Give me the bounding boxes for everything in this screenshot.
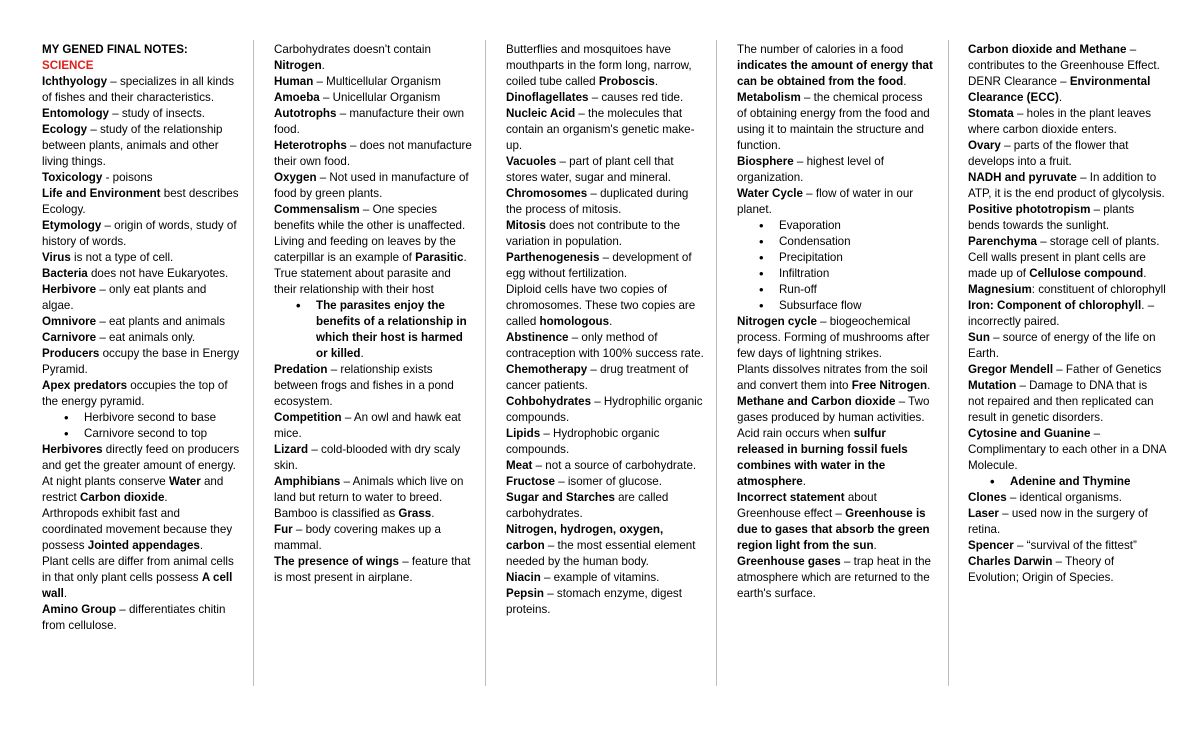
note-line: Fructose – isomer of glucose. bbox=[506, 475, 662, 488]
note-line: Ecology – study of the relationship between plants, animals and other living things. bbox=[42, 123, 223, 168]
note-line: Virus is not a type of cell. bbox=[42, 251, 174, 264]
note-line: Carnivore – eat animals only. bbox=[42, 331, 196, 344]
note-line: Methane and Carbon dioxide – Two gases produced by human activities. bbox=[737, 395, 930, 424]
note-line: Cell walls present in plant cells are made up of Cellulose compound. bbox=[968, 251, 1147, 280]
note-line: Parthenogenesis – development of egg without fertilization. bbox=[506, 251, 692, 280]
note-line: Fur – body covering makes up a mammal. bbox=[274, 523, 441, 552]
note-line: Heterotrophs – does not manufacture their own food. bbox=[274, 139, 472, 168]
note-line: Magnesium: constituent of chlorophyll bbox=[968, 283, 1166, 296]
list-item: • Run-off bbox=[737, 282, 935, 298]
note-line: Human – Multicellular Organism bbox=[274, 75, 441, 88]
note-line: Pepsin – stomach enzyme, digest proteins. bbox=[506, 587, 682, 616]
note-line: Water Cycle – flow of water in our planet. bbox=[737, 187, 914, 216]
note-line: Nucleic Acid – the molecules that contain an organism's genetic make-up. bbox=[506, 107, 695, 152]
list-item: • Herbivore second to base bbox=[42, 410, 240, 426]
section-heading: SCIENCE bbox=[42, 59, 94, 72]
note-line: Etymology – origin of words, study of history of words. bbox=[42, 219, 237, 248]
list-item: • Condensation bbox=[737, 234, 935, 250]
note-line: Amino Group – differentiates chitin from cellulose. bbox=[42, 603, 226, 632]
note-line: Commensalism – One species benefits while the other is unaffected. bbox=[274, 203, 466, 232]
note-line: Biosphere – highest level of organization. bbox=[737, 155, 884, 184]
note-line: Sun – source of energy of the life on Earth. bbox=[968, 331, 1156, 360]
note-line: Vacuoles – part of plant cell that stores water, sugar and mineral. bbox=[506, 155, 674, 184]
note-line: Spencer – “survival of the fittest” bbox=[968, 539, 1137, 552]
note-line: Iron: Component of chlorophyll. – incorrectly paired. bbox=[968, 299, 1155, 328]
note-line: Positive phototropism – plants bends towards the sunlight. bbox=[968, 203, 1135, 232]
note-line: Omnivore – eat plants and animals bbox=[42, 315, 226, 328]
list-item: • Carnivore second to top bbox=[42, 426, 240, 442]
note-line: Amoeba – Unicellular Organism bbox=[274, 91, 441, 104]
note-line: Diploid cells have two copies of chromosomes. These two copies are called homologous. bbox=[506, 283, 696, 328]
bullet-list bbox=[737, 218, 935, 314]
note-line: NADH and pyruvate – In addition to ATP, it is the end product of glycolysis. bbox=[968, 171, 1165, 200]
notes-column-2 bbox=[274, 42, 472, 586]
note-line: Metabolism – the chemical process of obtaining energy from the food and using it to maintain the structure and function. bbox=[737, 91, 930, 152]
note-line: Incorrect statement about Greenhouse effect – Greenhouse is due to gases that absorb the green region light from the sun. bbox=[737, 491, 930, 552]
note-line: Herbivore – only eat plants and algae. bbox=[42, 283, 207, 312]
bullet-list bbox=[42, 410, 240, 442]
note-line: Plants dissolves nitrates from the soil and convert them into Free Nitrogen. bbox=[737, 363, 931, 392]
note-line: Lipids – Hydrophobic organic compounds. bbox=[506, 427, 660, 456]
page-title: MY GENED FINAL NOTES: bbox=[42, 43, 188, 56]
note-line: Acid rain occurs when sulfur released in burning fossil fuels combines with water in the atmosphere. bbox=[737, 427, 908, 488]
note-line: Laser – used now in the surgery of retina. bbox=[968, 507, 1148, 536]
bullet-list bbox=[968, 474, 1166, 490]
note-line: Mutation – Damage to DNA that is not repaired and then replicated can result in genetic disorders. bbox=[968, 379, 1154, 424]
list-item: • Precipitation bbox=[737, 250, 935, 266]
note-line: Greenhouse gases – trap heat in the atmosphere which are returned to the earth's surface. bbox=[737, 555, 931, 600]
note-line: Mitosis does not contribute to the variation in population. bbox=[506, 219, 681, 248]
list-item: • Infiltration bbox=[737, 266, 935, 282]
note-line: Parenchyma – storage cell of plants. bbox=[968, 235, 1160, 248]
note-line: Cytosine and Guanine – Complimentary to each other in a DNA Molecule. bbox=[968, 427, 1166, 472]
column-divider bbox=[716, 40, 717, 686]
note-line: Producers occupy the base in Energy Pyramid. bbox=[42, 347, 240, 376]
list-item: • Adenine and Thymine bbox=[968, 474, 1166, 490]
note-line: Ovary – parts of the flower that develops into a fruit. bbox=[968, 139, 1129, 168]
note-line: Carbon dioxide and Methane – contributes to the Greenhouse Effect. bbox=[968, 43, 1160, 72]
list-item: • Subsurface flow bbox=[737, 298, 935, 314]
note-line: Nitrogen cycle – biogeochemical process. Forming of mushrooms after few days of lightning strikes. bbox=[737, 315, 930, 360]
note-line: Oxygen – Not used in manufacture of food by green plants. bbox=[274, 171, 469, 200]
column-divider bbox=[948, 40, 949, 686]
column-divider bbox=[485, 40, 486, 686]
note-line: Meat – not a source of carbohydrate. bbox=[506, 459, 697, 472]
note-line: Chemotherapy – drug treatment of cancer patients. bbox=[506, 363, 689, 392]
note-line: Butterflies and mosquitoes have mouthparts in the form long, narrow, coiled tube called Proboscis. bbox=[506, 43, 692, 88]
column-divider bbox=[253, 40, 254, 686]
note-line: Nitrogen, hydrogen, oxygen, carbon – the most essential element needed by the human body. bbox=[506, 523, 696, 568]
note-line: Entomology – study of insects. bbox=[42, 107, 206, 120]
note-line: Chromosomes – duplicated during the process of mitosis. bbox=[506, 187, 689, 216]
note-line: Bamboo is classified as Grass. bbox=[274, 507, 435, 520]
note-line: True statement about parasite and their relationship with their host bbox=[274, 267, 451, 296]
note-line: Bacteria does not have Eukaryotes. bbox=[42, 267, 229, 280]
note-line: Life and Environment best describes Ecology. bbox=[42, 187, 239, 216]
note-line: Toxicology - poisons bbox=[42, 171, 153, 184]
note-line: Cohbohydrates – Hydrophilic organic compounds. bbox=[506, 395, 703, 424]
list-item: • Evaporation bbox=[737, 218, 935, 234]
note-line: Abstinence – only method of contraception with 100% success rate. bbox=[506, 331, 704, 360]
note-line: Niacin – example of vitamins. bbox=[506, 571, 660, 584]
note-line: At night plants conserve Water and restrict Carbon dioxide. bbox=[42, 475, 224, 504]
note-line: Autotrophs – manufacture their own food. bbox=[274, 107, 465, 136]
note-line: Predation – relationship exists between frogs and fishes in a pond ecosystem. bbox=[274, 363, 454, 408]
bullet-list bbox=[274, 298, 472, 362]
note-line: Lizard – cold-blooded with dry scaly skin. bbox=[274, 443, 461, 472]
note-line: Charles Darwin – Theory of Evolution; Origin of Species. bbox=[968, 555, 1115, 584]
note-line: Herbivores directly feed on producers and get the greater amount of energy. bbox=[42, 443, 240, 472]
note-line: Dinoflagellates – causes red tide. bbox=[506, 91, 684, 104]
note-line: The number of calories in a food indicates the amount of energy that can be obtained from the food. bbox=[737, 43, 933, 88]
notes-column-1 bbox=[42, 42, 240, 634]
note-line: Sugar and Starches are called carbohydrates. bbox=[506, 491, 669, 520]
note-line: Ichthyology – specializes in all kinds of fishes and their characteristics. bbox=[42, 75, 235, 104]
note-line: Gregor Mendell – Father of Genetics bbox=[968, 363, 1162, 376]
note-line: Clones – identical organisms. bbox=[968, 491, 1123, 504]
note-line: Competition – An owl and hawk eat mice. bbox=[274, 411, 461, 440]
note-line: Living and feeding on leaves by the caterpillar is an example of Parasitic. bbox=[274, 235, 467, 264]
note-line: Amphibians – Animals which live on land but return to water to breed. bbox=[274, 475, 464, 504]
note-line: Stomata – holes in the plant leaves where carbon dioxide enters. bbox=[968, 107, 1152, 136]
note-line: Carbohydrates doesn't contain Nitrogen. bbox=[274, 43, 431, 72]
notes-column-5 bbox=[968, 42, 1166, 586]
note-line: DENR Clearance – Environmental Clearance (ECC). bbox=[968, 75, 1151, 104]
note-line: Apex predators occupies the top of the energy pyramid. bbox=[42, 379, 228, 408]
notes-column-3 bbox=[506, 42, 704, 618]
note-line: Arthropods exhibit fast and coordinated movement because they possess Jointed appendages. bbox=[42, 507, 233, 552]
list-item: • The parasites enjoy the benefits of a relationship in which their host is harmed or killed. bbox=[274, 298, 472, 362]
note-line: The presence of wings – feature that is most present in airplane. bbox=[274, 555, 471, 584]
notes-column-4 bbox=[737, 42, 935, 602]
note-line: Plant cells are differ from animal cells in that only plant cells possess A cell wall. bbox=[42, 555, 234, 600]
